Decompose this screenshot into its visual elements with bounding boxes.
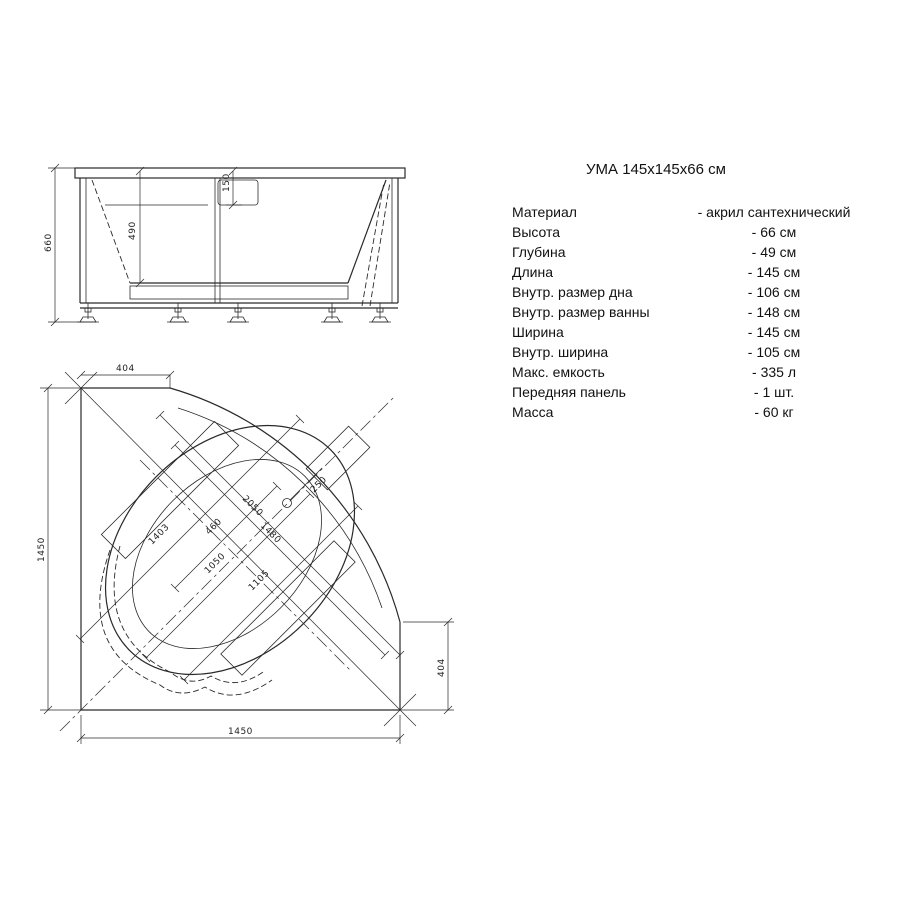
spec-table: [512, 202, 864, 422]
plan-dim-460-label: 460: [204, 516, 225, 538]
spec-label: Макс. емкость: [512, 364, 605, 380]
spec-label: Высота: [512, 224, 561, 240]
spec-value: - 106 см: [747, 284, 801, 300]
plan-dim-left-1450: [37, 384, 81, 714]
spec-row: [512, 362, 864, 382]
spec-row: [512, 222, 864, 242]
plan-dim-250-label: 250: [309, 474, 330, 496]
spec-row: [512, 402, 864, 422]
plan-dim-left-1450-label: 1450: [37, 537, 47, 562]
tub-frame: [80, 178, 398, 308]
plan-dim-2050-label: 2050: [239, 494, 265, 519]
foot: [77, 303, 99, 322]
spec-value: - 335 л: [752, 364, 796, 380]
plan-dim-bottom-1450: [77, 715, 404, 744]
spec-value: - 148 см: [747, 304, 801, 320]
spec-value: - 105 см: [747, 344, 801, 360]
foot: [167, 303, 189, 322]
spec-value: - 145 см: [747, 324, 801, 340]
plan-view-drawing: [20, 350, 470, 760]
foot: [321, 303, 343, 322]
plan-dim-1480: [171, 441, 389, 659]
spec-row: [512, 202, 864, 222]
plan-dim-1403-label: 1403: [147, 522, 172, 548]
tub-rim: [75, 168, 405, 178]
foot: [227, 303, 249, 322]
spec-value: - 49 см: [751, 244, 797, 260]
plan-dim-1105-label: 1105: [247, 568, 272, 594]
spec-value: - 60 кг: [754, 404, 794, 420]
spec-value: - 66 см: [751, 224, 797, 240]
spec-label: Внутр. размер ванны: [512, 304, 650, 320]
spec-row: [512, 262, 864, 282]
side-dim-490-label: 490: [128, 221, 138, 240]
spec-label: Внутр. размер дна: [512, 284, 633, 300]
plan-dim-1050-label: 1050: [203, 551, 228, 577]
spec-value: - 1 шт.: [753, 384, 795, 400]
spec-label: Масса: [512, 404, 554, 420]
spec-label: Передняя панель: [512, 384, 626, 400]
spec-label: Внутр. ширина: [512, 344, 609, 360]
spec-row: [512, 322, 864, 342]
plan-centerline-ne: [60, 396, 395, 731]
spec-row: [512, 382, 864, 402]
side-view-drawing: [30, 140, 450, 340]
foot: [369, 303, 391, 322]
spec-row: [512, 302, 864, 322]
plan-inner-rim: [178, 408, 382, 608]
tub-bowl-profile: [92, 180, 390, 306]
spec-label: Длина: [512, 264, 553, 280]
spec-value: - акрил сантехнический: [697, 204, 851, 220]
spec-label: Глубина: [512, 244, 566, 260]
spec-label: Материал: [512, 204, 577, 220]
spec-row: [512, 242, 864, 262]
plan-dim-top-404-label: 404: [116, 364, 135, 374]
spec-label: Ширина: [512, 324, 564, 340]
spec-row: [512, 342, 864, 362]
spec-value: - 145 см: [747, 264, 801, 280]
spec-row: [512, 282, 864, 302]
side-dim-150: [222, 167, 242, 209]
plan-dim-bottom-1450-label: 1450: [228, 727, 253, 737]
side-dim-150-label: 150: [222, 173, 232, 192]
side-dim-660-label: 660: [44, 233, 54, 252]
product-title: УМА 145x145x66 см: [586, 161, 726, 178]
tub-feet: [77, 303, 391, 322]
plan-dim-1480-label: 1480: [257, 521, 283, 546]
plan-apron-scallops: [100, 546, 272, 695]
side-dim-660: [44, 164, 84, 326]
plan-bowl-bottom: [95, 422, 358, 685]
side-dim-490: [128, 167, 144, 287]
plan-dim-right-404-label: 404: [437, 658, 447, 677]
plan-dim-right-404: [400, 618, 454, 714]
plan-dim-top-404: [77, 364, 174, 388]
